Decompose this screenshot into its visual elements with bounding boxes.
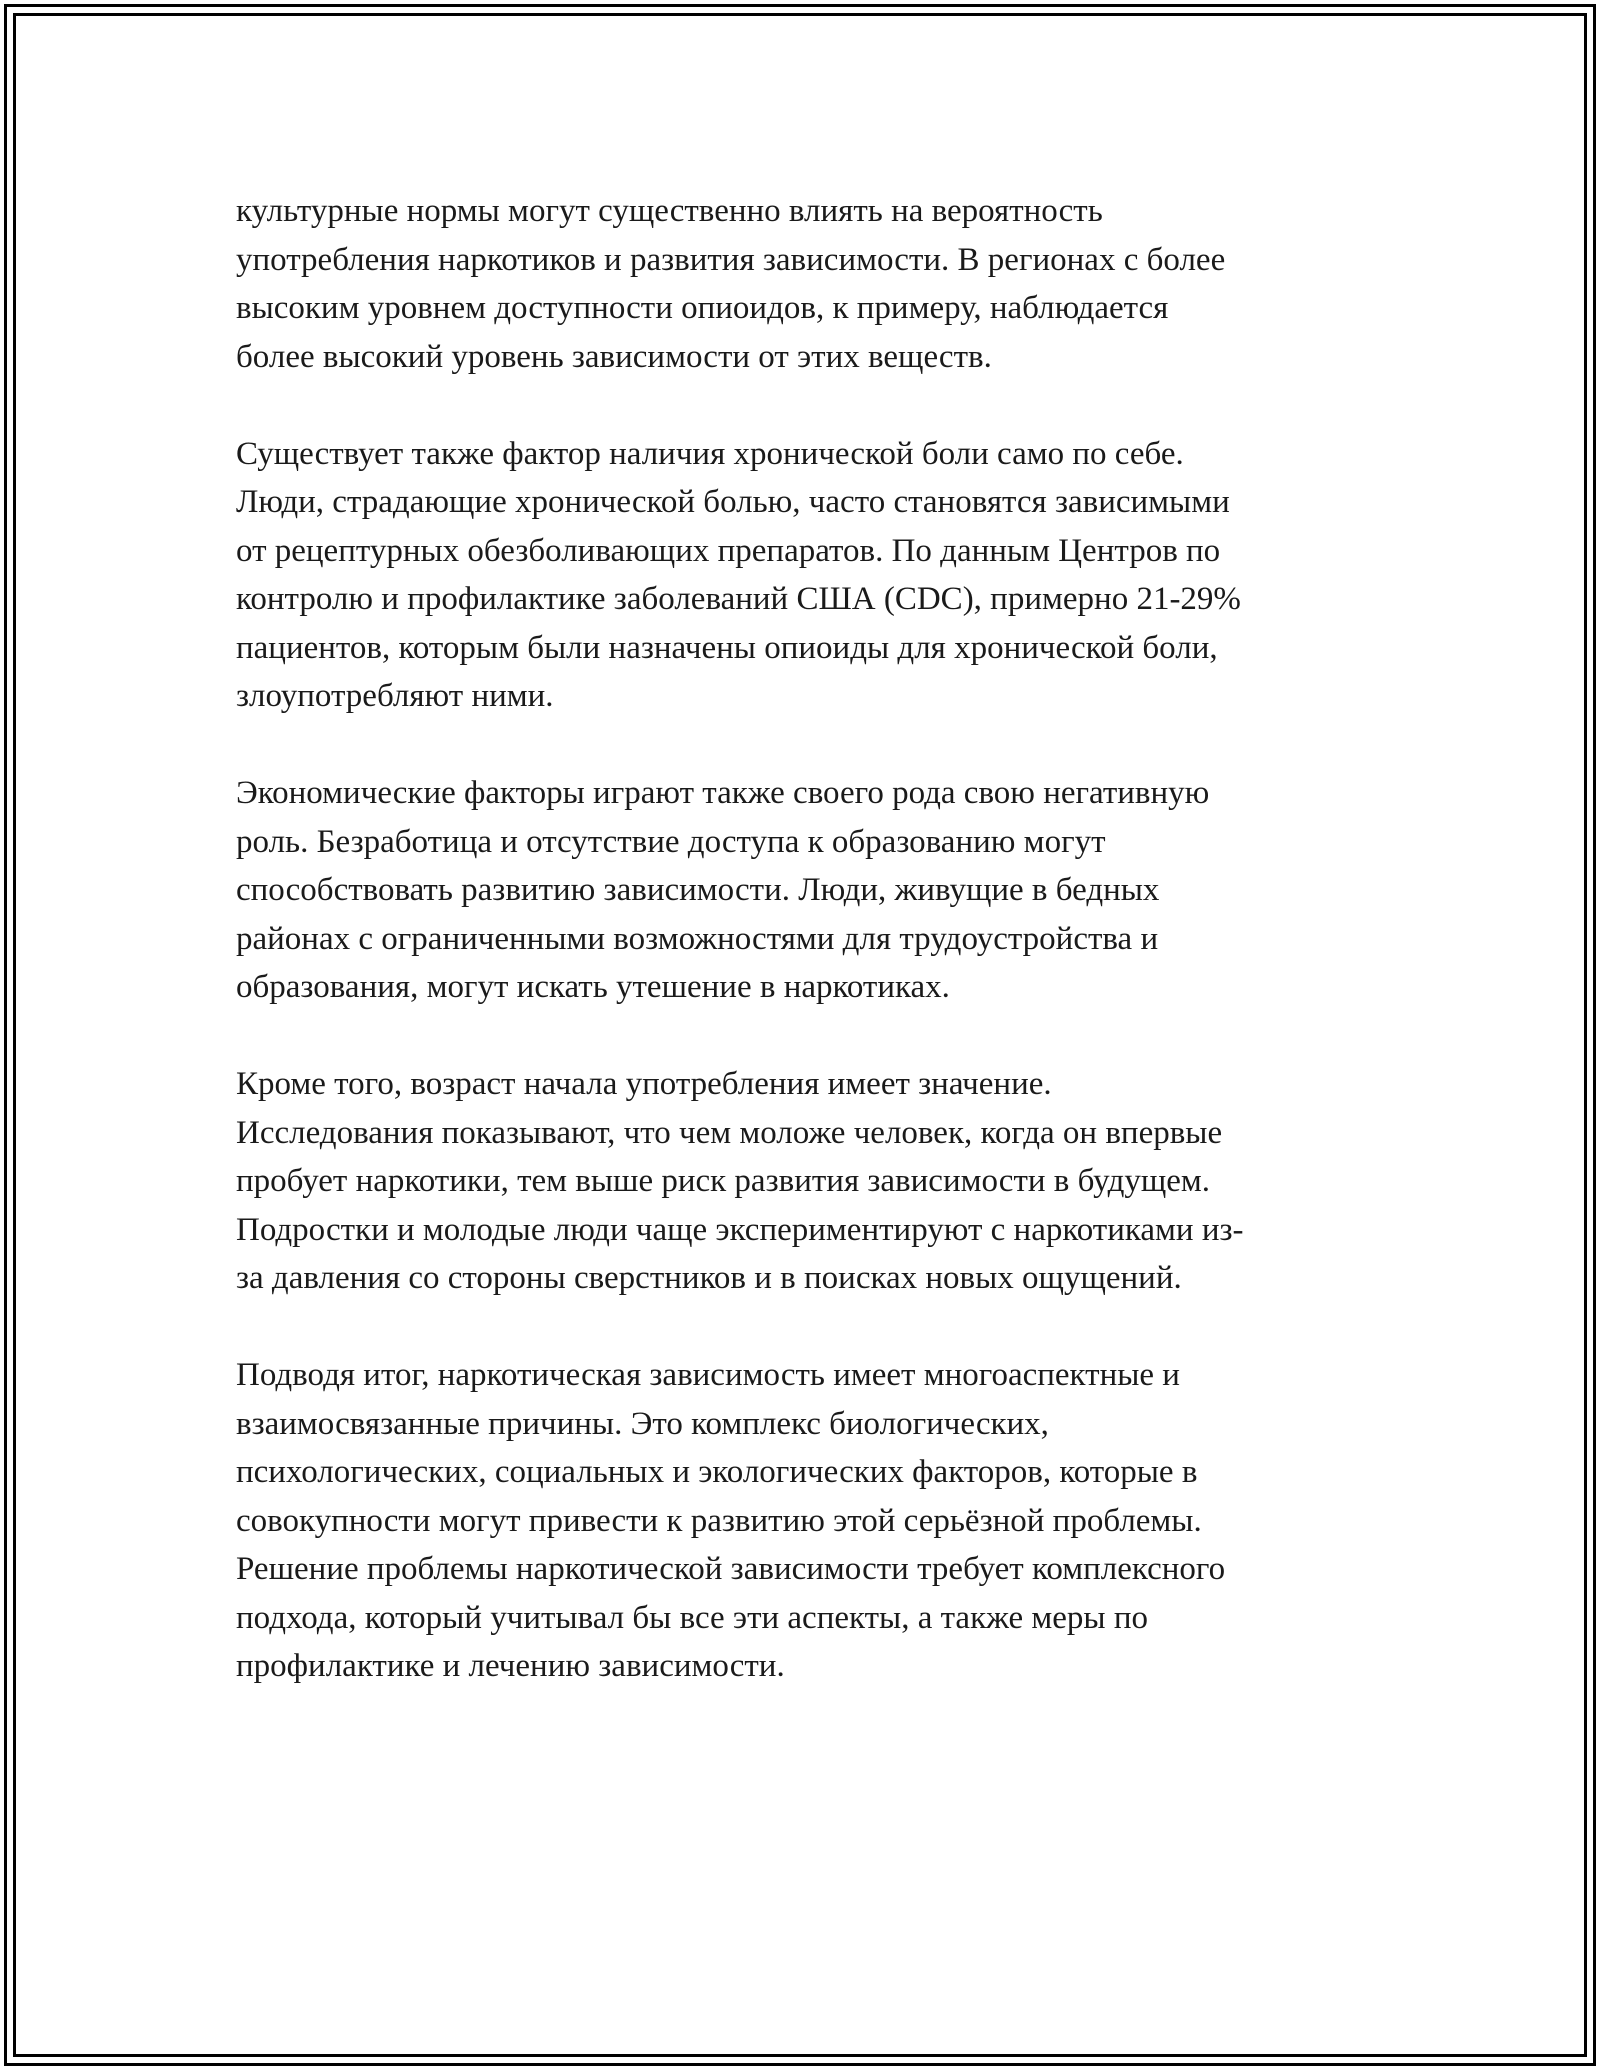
text-line: злоупотребляют ними. — [236, 678, 554, 714]
text-line: подхода, который учитывал бы все эти аспекты, а также меры по — [236, 1599, 1148, 1636]
text-line: употребления наркотиков и развития зависимости. В регионах с более — [236, 241, 1226, 278]
text-line: способствовать развитию зависимости. Люди, живущие в бедных — [236, 872, 1160, 908]
paragraph-4 — [236, 1060, 1376, 1303]
text-line: Подростки и молодые люди чаще экспериментируют с наркотиками из- — [236, 1211, 1244, 1248]
text-line: совокупности могут привести к развитию этой серьёзной проблемы. — [236, 1502, 1202, 1539]
text-line: контролю и профилактике заболеваний США (CDC), примерно 21-29% — [236, 581, 1241, 617]
text-line: роль. Безработица и отсутствие доступа к образованию могут — [236, 823, 1106, 860]
document-body — [236, 187, 1376, 1739]
paragraph-1 — [236, 187, 1376, 381]
text-line: Кроме того, возраст начала употребления имеет значение. — [236, 1066, 1052, 1102]
text-line: Люди, страдающие хронической болью, часто становятся зависимыми — [236, 484, 1230, 520]
text-line: Исследования показывают, что чем моложе человек, когда он впервые — [236, 1114, 1223, 1151]
paragraph-5 — [236, 1351, 1376, 1691]
text-line: более высокий уровень зависимости от этих веществ. — [236, 338, 992, 375]
text-line: профилактике и лечению зависимости. — [236, 1648, 785, 1684]
text-line: культурные нормы могут существенно влиять на вероятность — [236, 193, 1103, 229]
text-line: за давления со стороны сверстников и в поисках новых ощущений. — [236, 1260, 1182, 1296]
text-line: Решение проблемы наркотической зависимости требует комплексного — [236, 1551, 1226, 1587]
text-line: высоким уровнем доступности опиоидов, к примеру, наблюдается — [236, 290, 1169, 326]
text-line: психологических, социальных и экологических факторов, которые в — [236, 1454, 1198, 1490]
text-line: Экономические факторы играют также своего рода свою негативную — [236, 775, 1210, 811]
text-line: взаимосвязанные причины. Это комплекс биологических, — [236, 1405, 1049, 1442]
text-line: Существует также фактор наличия хронической боли само по себе. — [236, 435, 1184, 472]
text-line: Подводя итог, наркотическая зависимость имеет многоаспектные и — [236, 1357, 1180, 1393]
text-line: пациентов, которым были назначены опиоиды для хронической боли, — [236, 629, 1218, 666]
text-line: от рецептурных обезболивающих препаратов. По данным Центров по — [236, 532, 1221, 569]
paragraph-2 — [236, 430, 1376, 721]
paragraph-3 — [236, 769, 1376, 1012]
text-line: районах с ограниченными возможностями для трудоустройства и — [236, 920, 1159, 957]
text-line: пробует наркотики, тем выше риск развития зависимости в будущем. — [236, 1163, 1211, 1199]
text-line: образования, могут искать утешение в наркотиках. — [236, 969, 950, 1005]
